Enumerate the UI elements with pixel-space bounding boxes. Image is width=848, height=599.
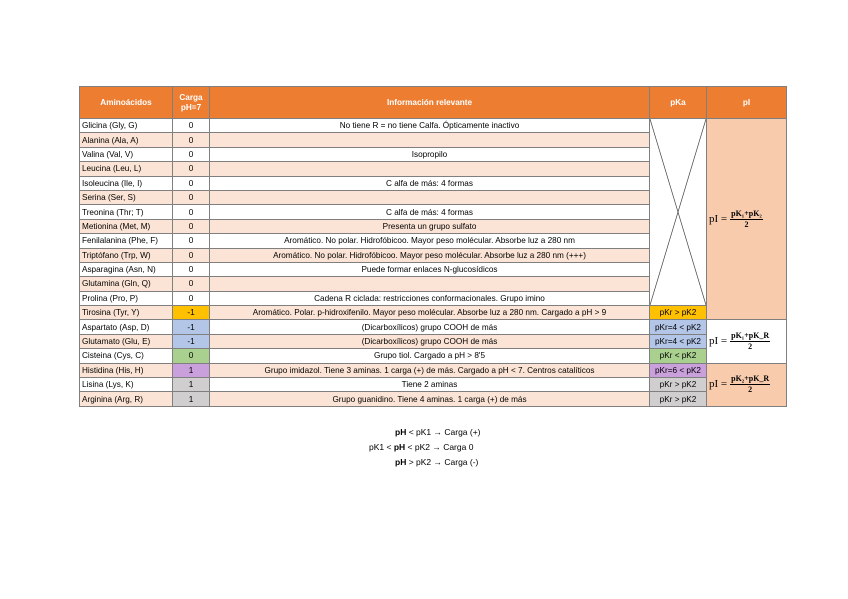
info-text: Cadena R ciclada: restricciones conformacionales. Grupo imino — [210, 291, 650, 305]
amino-name: Valina (Val, V) — [80, 147, 173, 161]
amino-name: Glutamina (Gln, Q) — [80, 277, 173, 291]
charge-value: 0 — [173, 162, 210, 176]
amino-name: Treonina (Thr; T) — [80, 205, 173, 219]
charge-value: 0 — [173, 248, 210, 262]
amino-name: Triptófano (Trp, W) — [80, 248, 173, 262]
pi-formula: pI = $\frac{\text{pK₂+pK\_R}}{2}$ — [709, 374, 770, 395]
amino-name: Fenilalanina (Phe, F) — [80, 234, 173, 248]
info-text: Grupo imidazol. Tiene 3 aminas. 1 carga (+) de más. Cargado a pH < 7. Centros catalíticos — [210, 363, 650, 377]
table-row — [80, 320, 787, 334]
charge-value: 0 — [173, 147, 210, 161]
info-text: Puede formar enlaces N-glucosídicos — [210, 262, 650, 276]
amino-name: Leucina (Leu, L) — [80, 162, 173, 176]
info-text: Aromático. No polar. Hidrofóbicoo. Mayor peso molécular. Absorbe luz a 280 nm — [210, 234, 650, 248]
amino-name: Aspartato (Asp, D) — [80, 320, 173, 334]
header-pi: pI — [707, 87, 787, 119]
amino-name: Glicina (Gly, G) — [80, 119, 173, 133]
info-text — [210, 277, 650, 291]
pka-value: pKr=4 < pK2 — [650, 334, 707, 348]
charge-value: -1 — [173, 334, 210, 348]
pi-cell-acid — [707, 320, 787, 363]
charge-value: 0 — [173, 119, 210, 133]
legend-line-3: pH > pK2 → Carga (-) — [395, 457, 479, 467]
pka-empty-cross — [650, 119, 707, 306]
info-text: Presenta un grupo sulfato — [210, 219, 650, 233]
amino-name: Prolina (Pro, P) — [80, 291, 173, 305]
amino-name: Glutamato (Glu, E) — [80, 334, 173, 348]
info-text — [210, 133, 650, 147]
info-text — [210, 162, 650, 176]
amino-name: Cisteina (Cys, C) — [80, 349, 173, 363]
charge-value: -1 — [173, 320, 210, 334]
pka-value: pKr < pK2 — [650, 349, 707, 363]
amino-name: Histidina (His, H) — [80, 363, 173, 377]
charge-value: 0 — [173, 234, 210, 248]
charge-value: 0 — [173, 190, 210, 204]
info-text: C alfa de más: 4 formas — [210, 205, 650, 219]
amino-name: Tirosina (Tyr, Y) — [80, 306, 173, 320]
info-text — [210, 190, 650, 204]
charge-value: 1 — [173, 378, 210, 392]
table-row — [80, 363, 787, 377]
info-text: C alfa de más: 4 formas — [210, 176, 650, 190]
amino-name: Alanina (Ala, A) — [80, 133, 173, 147]
pka-value: pKr > pK2 — [650, 306, 707, 320]
pka-value: pKr=4 < pK2 — [650, 320, 707, 334]
amino-name: Arginina (Arg, R) — [80, 392, 173, 406]
charge-value: 0 — [173, 349, 210, 363]
table-row — [80, 378, 787, 392]
table-row — [80, 119, 787, 133]
charge-value: 1 — [173, 363, 210, 377]
amino-name: Serina (Ser, S) — [80, 190, 173, 204]
charge-value: 0 — [173, 219, 210, 233]
charge-value: 0 — [173, 205, 210, 219]
amino-name: Lisina (Lys, K) — [80, 378, 173, 392]
legend-line-1: pH < pK1 → Carga (+) — [395, 427, 481, 437]
table-row — [80, 306, 787, 320]
charge-value: 0 — [173, 291, 210, 305]
header-info: Información relevante — [210, 87, 650, 119]
header-aminoacidos: Aminoácidos — [80, 87, 173, 119]
header-carga: Carga pH=7 — [173, 87, 210, 119]
info-text: Aromático. Polar. p-hidroxifenilo. Mayor peso molécular. Absorbe luz a 280 nm. Cargado a pH > 9 — [210, 306, 650, 320]
pi-formula: pI = $\frac{\text{pK₁+pK\_R}}{2}$ — [709, 331, 770, 352]
info-text: (Dicarboxílicos) grupo COOH de más — [210, 320, 650, 334]
pka-value: pKr=6 < pK2 — [650, 363, 707, 377]
pka-value: pKr > pK2 — [650, 392, 707, 406]
charge-value: -1 — [173, 306, 210, 320]
charge-value: 0 — [173, 262, 210, 276]
legend-line-2: pK1 < pH < pK2 → Carga 0 — [369, 442, 474, 452]
charge-value: 1 — [173, 392, 210, 406]
info-text: Grupo guanidino. Tiene 4 aminas. 1 carga (+) de más — [210, 392, 650, 406]
amino-name: Isoleucina (Ile, I) — [80, 176, 173, 190]
info-text: Isopropilo — [210, 147, 650, 161]
table-row — [80, 334, 787, 348]
charge-value: 0 — [173, 277, 210, 291]
table-row — [80, 349, 787, 363]
info-text: Tiene 2 aminas — [210, 378, 650, 392]
info-text: (Dicarboxílicos) grupo COOH de más — [210, 334, 650, 348]
info-text: Aromático. No polar. Hidrofóbicoo. Mayor peso molécular. Absorbe luz a 280 nm (+++) — [210, 248, 650, 262]
pka-value: pKr > pK2 — [650, 378, 707, 392]
pi-formula: pI = $\frac{\text{pK₁+pK₂}}{2}$ — [709, 208, 762, 229]
amino-name: Asparagina (Asn, N) — [80, 262, 173, 276]
charge-value: 0 — [173, 133, 210, 147]
amino-acid-table — [79, 86, 787, 407]
header-pka: pKa — [650, 87, 707, 119]
table-row — [80, 392, 787, 406]
pi-cell-neutral — [707, 119, 787, 320]
pi-cell-basic — [707, 363, 787, 406]
info-text: Grupo tiol. Cargado a pH > 8'5 — [210, 349, 650, 363]
charge-value: 0 — [173, 176, 210, 190]
amino-name: Metionina (Met, M) — [80, 219, 173, 233]
info-text: No tiene R = no tiene Calfa. Ópticamente inactivo — [210, 119, 650, 133]
